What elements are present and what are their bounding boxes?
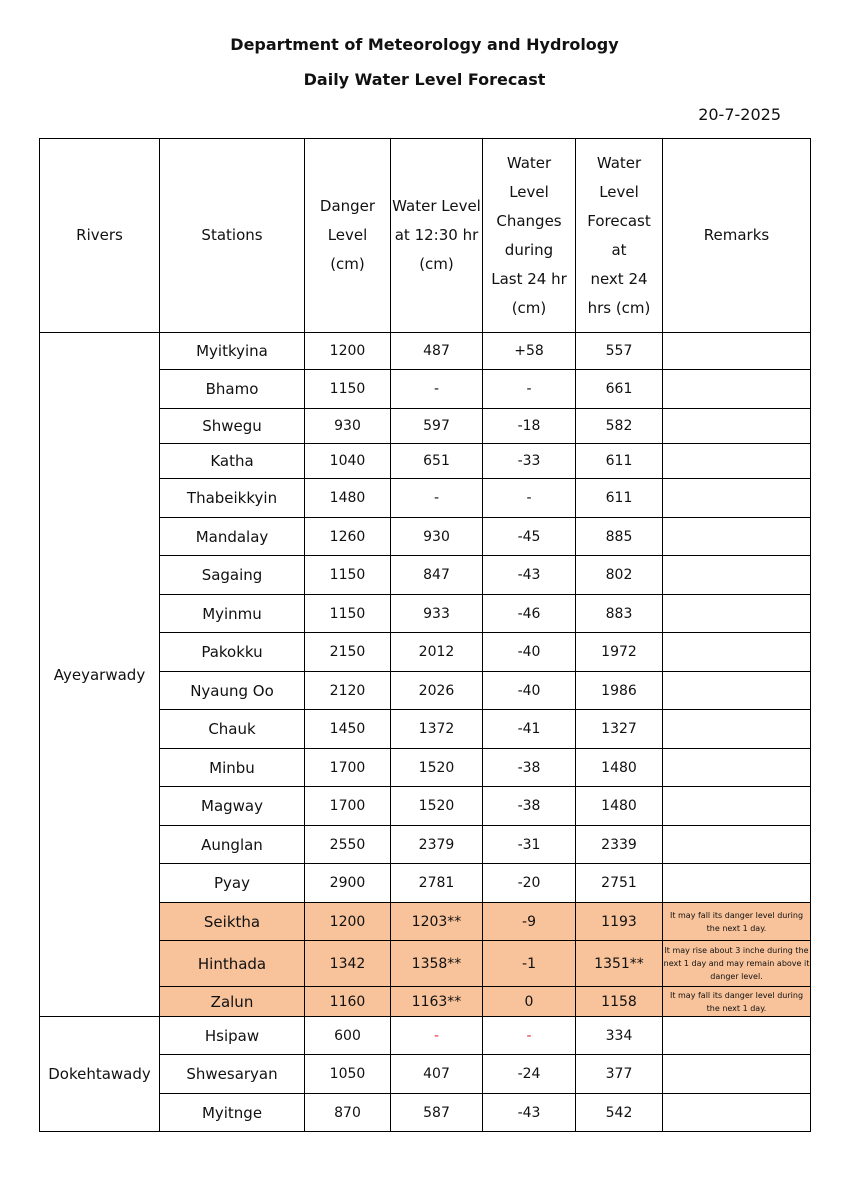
danger-level-cell: 1150 — [305, 595, 391, 633]
water-level-cell: 933 — [391, 595, 483, 633]
station-name: Magway — [160, 787, 305, 826]
forecast-cell: 1193 — [576, 903, 663, 941]
forecast-cell: 611 — [576, 479, 663, 518]
remark-cell — [663, 518, 811, 556]
forecast-cell: 542 — [576, 1094, 663, 1132]
col-header-forecast: Water Level Forecast at next 24 hrs (cm) — [576, 139, 663, 333]
station-name: Nyaung Oo — [160, 672, 305, 710]
station-name: Zalun — [160, 987, 305, 1017]
forecast-cell: 1480 — [576, 787, 663, 826]
water-level-cell: 1520 — [391, 749, 483, 787]
remark-cell — [663, 556, 811, 595]
forecast-cell: 1972 — [576, 633, 663, 672]
remark-cell — [663, 595, 811, 633]
level-change-cell: -9 — [483, 903, 576, 941]
water-level-cell: 2012 — [391, 633, 483, 672]
river-name: Dokehtawady — [40, 1017, 160, 1132]
danger-level-cell: 1450 — [305, 710, 391, 749]
water-level-cell: - — [391, 370, 483, 409]
forecast-cell: 661 — [576, 370, 663, 409]
water-level-cell: 847 — [391, 556, 483, 595]
level-change-cell: -43 — [483, 1094, 576, 1132]
forecast-cell: 2339 — [576, 826, 663, 864]
danger-level-cell: 1700 — [305, 787, 391, 826]
col-header-water-level: Water Level at 12:30 hr (cm) — [391, 139, 483, 333]
station-name: Pyay — [160, 864, 305, 903]
forecast-cell: 2751 — [576, 864, 663, 903]
forecast-cell: 1480 — [576, 749, 663, 787]
station-name: Katha — [160, 444, 305, 479]
danger-level-cell: 600 — [305, 1017, 391, 1055]
level-change-cell: -1 — [483, 941, 576, 987]
col-header-danger-level: Danger Level (cm) — [305, 139, 391, 333]
water-level-cell: - — [391, 479, 483, 518]
water-level-table — [39, 138, 811, 1132]
river-name: Ayeyarwady — [40, 333, 160, 1017]
danger-level-cell: 1040 — [305, 444, 391, 479]
station-name: Pakokku — [160, 633, 305, 672]
station-name: Shwesaryan — [160, 1055, 305, 1094]
forecast-cell: 334 — [576, 1017, 663, 1055]
station-name: Myitkyina — [160, 333, 305, 370]
water-level-cell: 1520 — [391, 787, 483, 826]
danger-level-cell: 1160 — [305, 987, 391, 1017]
danger-level-cell: 1150 — [305, 370, 391, 409]
danger-level-cell: 1200 — [305, 333, 391, 370]
danger-level-cell: 930 — [305, 409, 391, 444]
station-name: Seiktha — [160, 903, 305, 941]
table-row — [40, 333, 811, 370]
level-change-cell: -45 — [483, 518, 576, 556]
water-level-cell: 487 — [391, 333, 483, 370]
level-change-cell: - — [483, 479, 576, 518]
table-row — [40, 1017, 811, 1055]
water-level-cell: 1372 — [391, 710, 483, 749]
water-level-cell: 2781 — [391, 864, 483, 903]
remark-cell: It may fall its danger level during the next 1 day. — [663, 987, 811, 1017]
danger-level-cell: 1260 — [305, 518, 391, 556]
remark-cell — [663, 1094, 811, 1132]
water-level-cell: 597 — [391, 409, 483, 444]
level-change-cell: -41 — [483, 710, 576, 749]
forecast-cell: 557 — [576, 333, 663, 370]
level-change-cell: -33 — [483, 444, 576, 479]
water-level-cell: 1163** — [391, 987, 483, 1017]
col-header-remarks: Remarks — [663, 139, 811, 333]
level-change-cell: - — [483, 370, 576, 409]
forecast-cell: 582 — [576, 409, 663, 444]
remark-cell — [663, 787, 811, 826]
level-change-cell: -40 — [483, 672, 576, 710]
remark-cell — [663, 479, 811, 518]
station-name: Minbu — [160, 749, 305, 787]
water-level-cell: - — [391, 1017, 483, 1055]
forecast-cell: 885 — [576, 518, 663, 556]
remark-cell — [663, 333, 811, 370]
forecast-cell: 1351** — [576, 941, 663, 987]
station-name: Myinmu — [160, 595, 305, 633]
danger-level-cell: 1700 — [305, 749, 391, 787]
danger-level-cell: 2120 — [305, 672, 391, 710]
danger-level-cell: 1050 — [305, 1055, 391, 1094]
level-change-cell: -38 — [483, 787, 576, 826]
station-name: Myitnge — [160, 1094, 305, 1132]
water-level-cell: 2379 — [391, 826, 483, 864]
water-level-cell: 407 — [391, 1055, 483, 1094]
level-change-cell: -31 — [483, 826, 576, 864]
danger-level-cell: 1342 — [305, 941, 391, 987]
danger-level-cell: 1480 — [305, 479, 391, 518]
station-name: Shwegu — [160, 409, 305, 444]
water-level-cell: 1358** — [391, 941, 483, 987]
remark-cell — [663, 826, 811, 864]
page-title: Department of Meteorology and Hydrology — [230, 35, 619, 54]
remark-cell — [663, 633, 811, 672]
level-change-cell: 0 — [483, 987, 576, 1017]
level-change-cell: -43 — [483, 556, 576, 595]
danger-level-cell: 2550 — [305, 826, 391, 864]
remark-cell — [663, 444, 811, 479]
danger-level-cell: 2150 — [305, 633, 391, 672]
forecast-cell: 1986 — [576, 672, 663, 710]
page-subtitle: Daily Water Level Forecast — [303, 70, 546, 89]
danger-level-cell: 2900 — [305, 864, 391, 903]
water-level-cell: 930 — [391, 518, 483, 556]
station-name: Mandalay — [160, 518, 305, 556]
report-date: 20-7-2025 — [698, 105, 781, 124]
water-level-cell: 1203** — [391, 903, 483, 941]
remark-cell — [663, 672, 811, 710]
forecast-cell: 611 — [576, 444, 663, 479]
station-name: Sagaing — [160, 556, 305, 595]
col-header-rivers: Rivers — [40, 139, 160, 333]
station-name: Bhamo — [160, 370, 305, 409]
station-name: Thabeikkyin — [160, 479, 305, 518]
station-name: Aunglan — [160, 826, 305, 864]
level-change-cell: -20 — [483, 864, 576, 903]
station-name: Hinthada — [160, 941, 305, 987]
forecast-cell: 802 — [576, 556, 663, 595]
remark-cell — [663, 1017, 811, 1055]
level-change-cell: - — [483, 1017, 576, 1055]
station-name: Chauk — [160, 710, 305, 749]
remark-cell — [663, 409, 811, 444]
forecast-cell: 1327 — [576, 710, 663, 749]
danger-level-cell: 1200 — [305, 903, 391, 941]
remark-cell — [663, 370, 811, 409]
danger-level-cell: 1150 — [305, 556, 391, 595]
danger-level-cell: 870 — [305, 1094, 391, 1132]
forecast-cell: 377 — [576, 1055, 663, 1094]
water-level-cell: 2026 — [391, 672, 483, 710]
level-change-cell: -24 — [483, 1055, 576, 1094]
remark-cell: It may rise about 3 inche during the next 1 day and may remain above it danger level. — [663, 941, 811, 987]
col-header-stations: Stations — [160, 139, 305, 333]
water-level-cell: 651 — [391, 444, 483, 479]
table-header-row — [40, 139, 811, 333]
remark-cell — [663, 749, 811, 787]
col-header-changes: Water Level Changes during Last 24 hr (cm) — [483, 139, 576, 333]
station-name: Hsipaw — [160, 1017, 305, 1055]
level-change-cell: -38 — [483, 749, 576, 787]
remark-cell: It may fall its danger level during the next 1 day. — [663, 903, 811, 941]
water-level-cell: 587 — [391, 1094, 483, 1132]
level-change-cell: -46 — [483, 595, 576, 633]
forecast-cell: 1158 — [576, 987, 663, 1017]
remark-cell — [663, 864, 811, 903]
remark-cell — [663, 710, 811, 749]
level-change-cell: +58 — [483, 333, 576, 370]
level-change-cell: -18 — [483, 409, 576, 444]
level-change-cell: -40 — [483, 633, 576, 672]
remark-cell — [663, 1055, 811, 1094]
forecast-cell: 883 — [576, 595, 663, 633]
